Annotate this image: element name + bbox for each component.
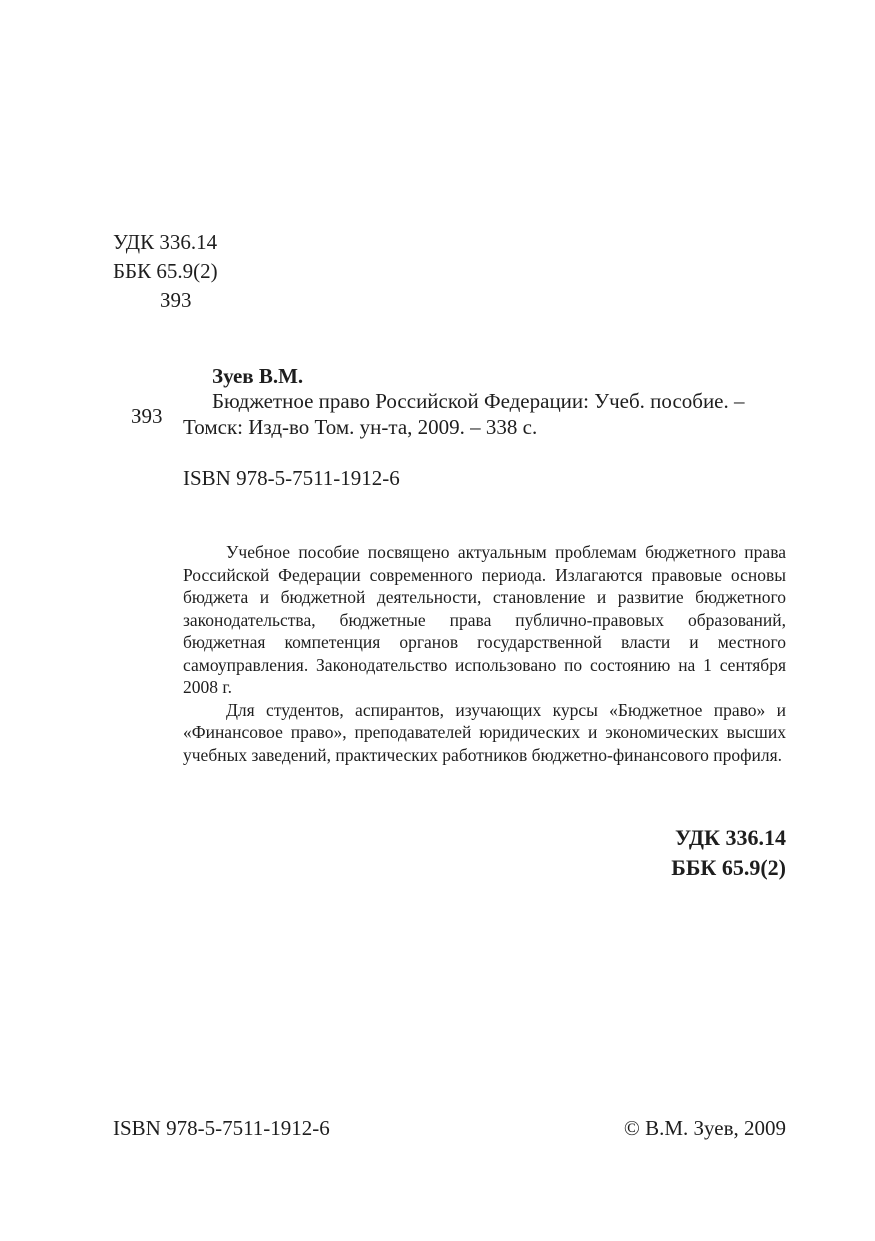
- annotation-paragraph-2: Для студентов, аспирантов, изучающих курсы «Бюджетное право» и «Финансовое право», преподавателей юридических и экономических высших учебных заведений, практических работников бюджетно-финансового профиля.: [183, 699, 786, 765]
- classification-block: [671, 823, 786, 883]
- annotation: [183, 541, 786, 766]
- footer-copyright: © В.М. Зуев, 2009: [623, 1116, 786, 1140]
- entry-title-line2: Томск: Изд-во Том. ун-та, 2009. – 338 с.: [183, 415, 538, 439]
- header-bbk: ББК 65.9(2): [113, 259, 218, 283]
- entry-title-line1: Бюджетное право Российской Федерации: Учеб. пособие. –: [212, 389, 745, 413]
- header-author-mark: З93: [160, 288, 192, 312]
- entry-author-mark: З93: [131, 404, 163, 428]
- entry-author: Зуев В.М.: [212, 364, 304, 388]
- header-udk: УДК 336.14: [113, 230, 218, 254]
- entry-isbn: ISBN 978-5-7511-1912-6: [183, 466, 400, 490]
- footer-isbn: ISBN 978-5-7511-1912-6: [113, 1116, 330, 1140]
- classification-udk: УДК 336.14: [674, 825, 786, 850]
- classification-bbk: ББК 65.9(2): [671, 855, 786, 880]
- annotation-paragraph-1: Учебное пособие посвящено актуальным проблемам бюджетного права Российской Федерации современного периода. Излагаются правовые основы бюджета и бюджетной деятельности, становление и развитие бюджетного законодательства, бюджетные права публично-правовых образований, бюджетная компетенция органов государственной власти и местного самоуправления. Законодательство использовано по состоянию на 1 сентября 2008 г.: [183, 542, 786, 697]
